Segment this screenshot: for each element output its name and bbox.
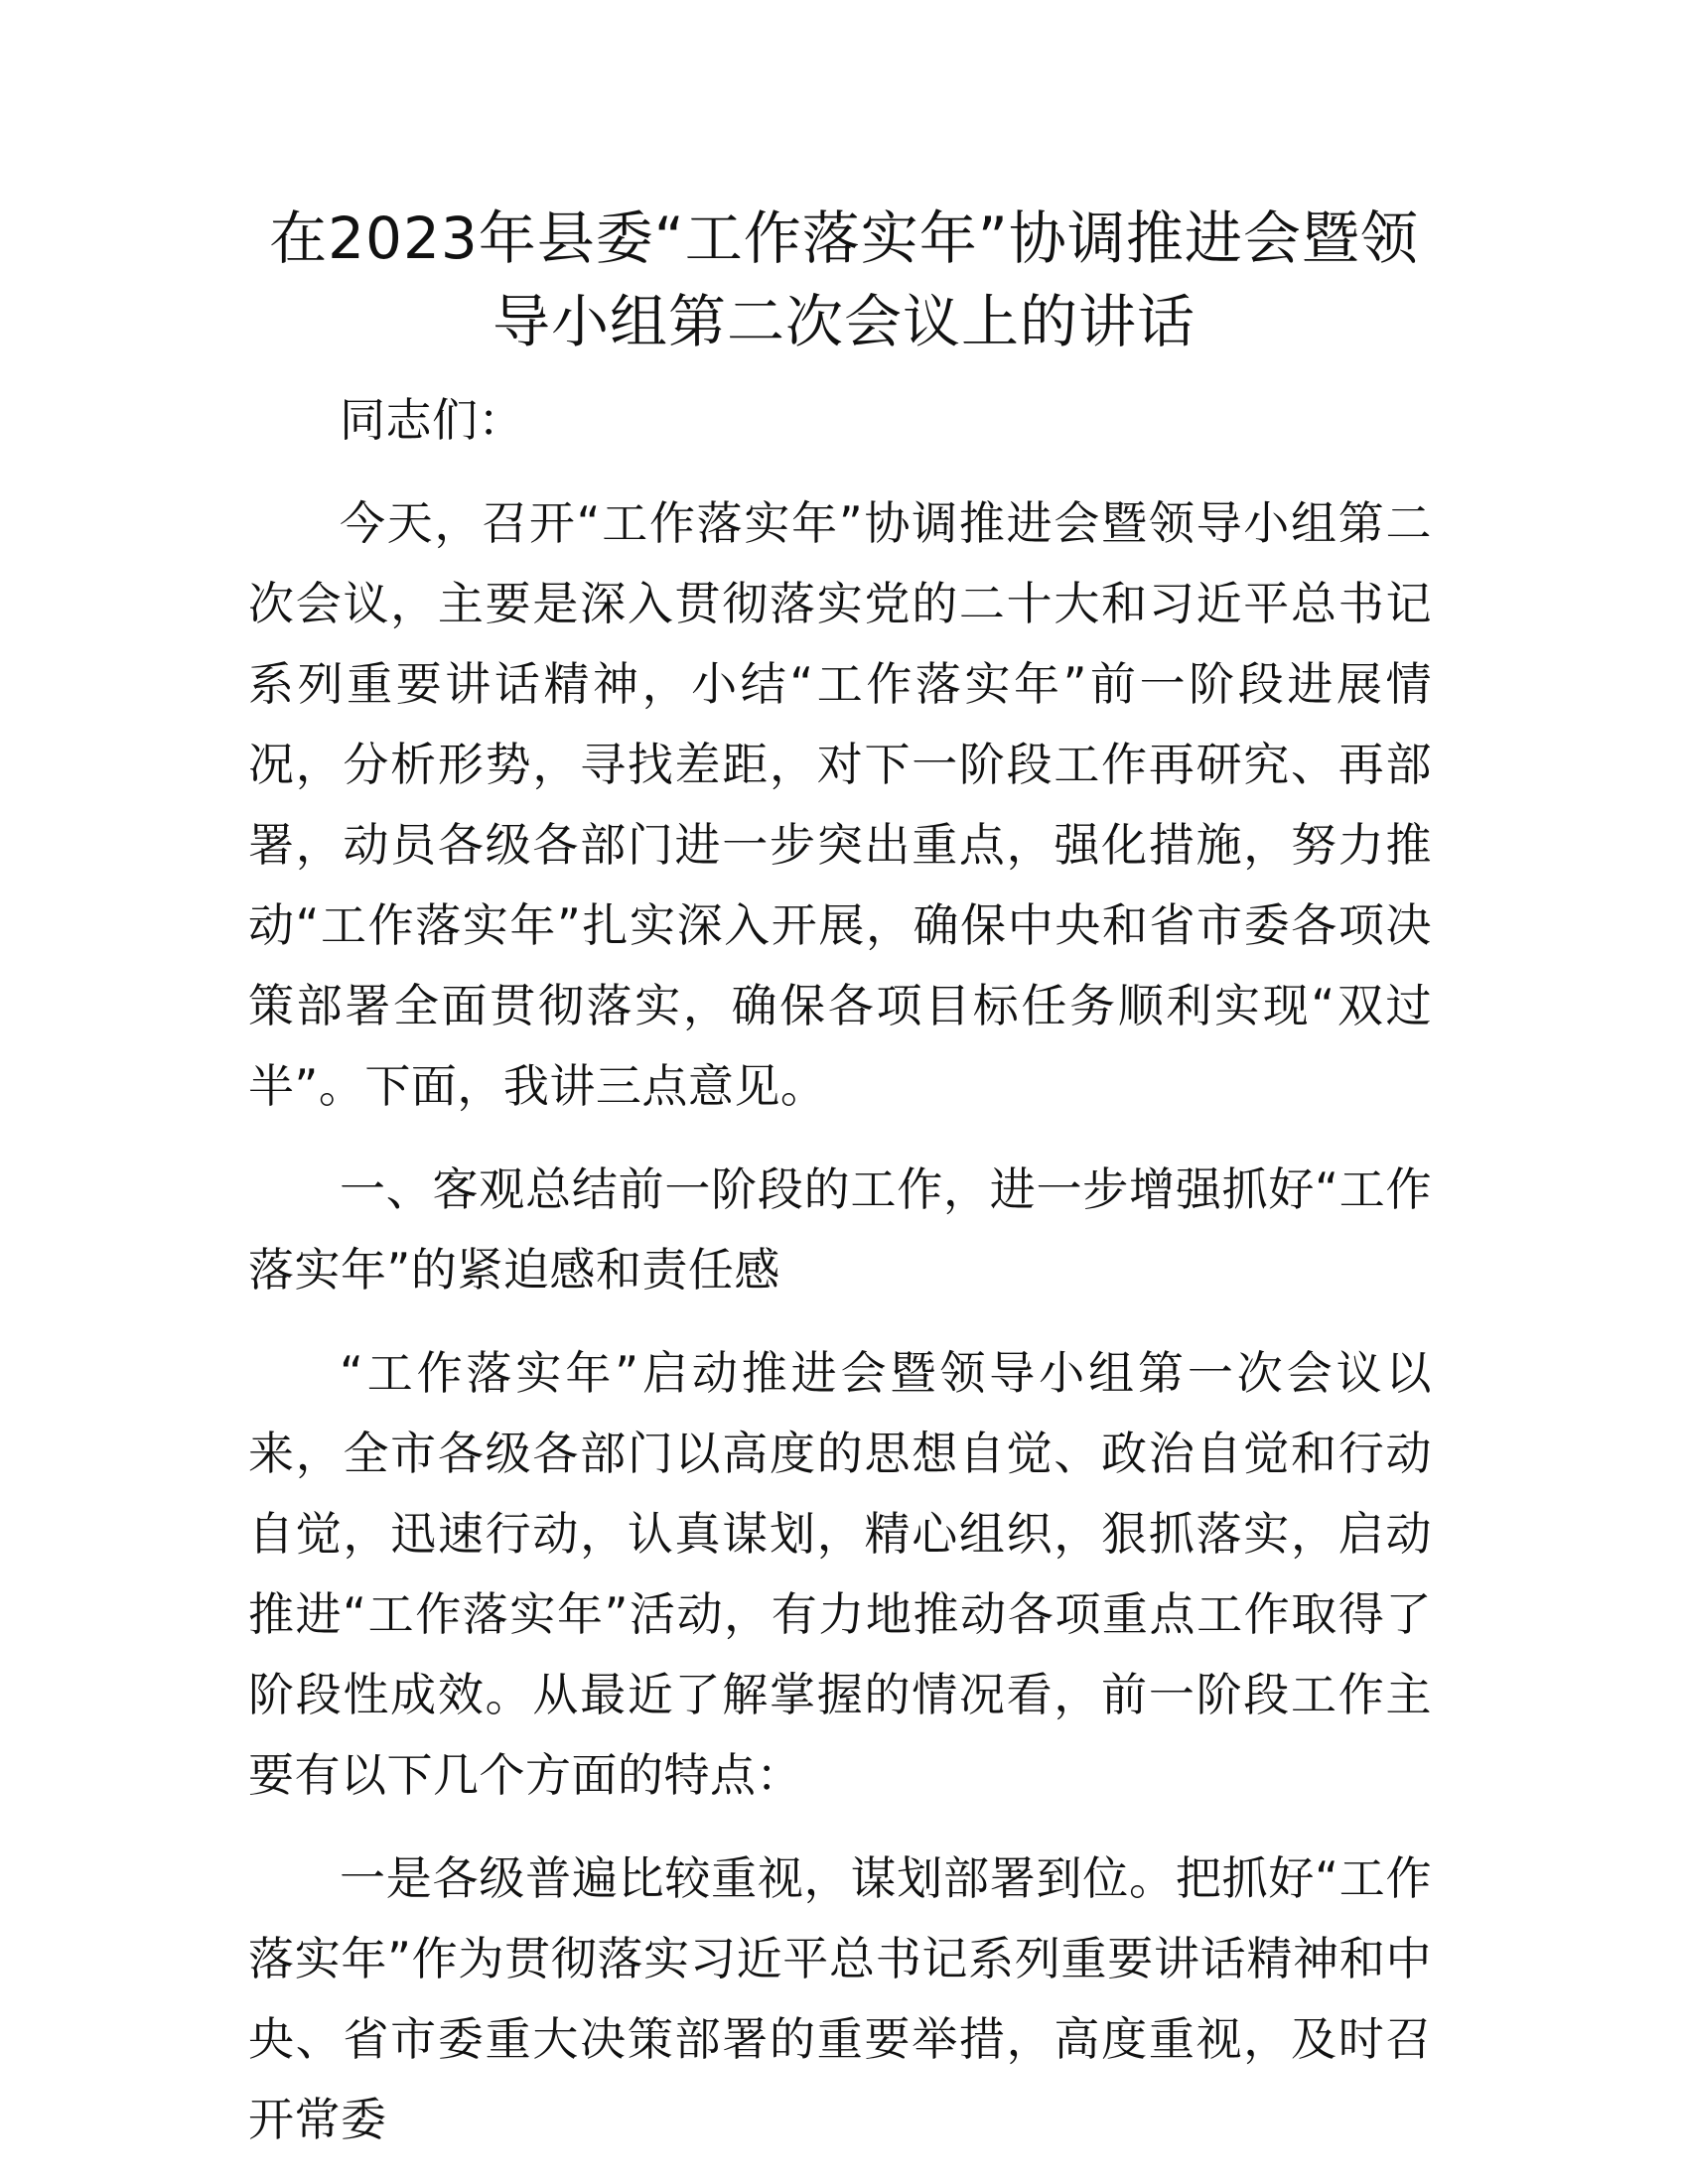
document-body	[248, 380, 1432, 2183]
section-heading-1: 一、客观总结前一阶段的工作，进一步增强抓好“工作落实年”的紧迫感和责任感	[248, 1162, 1432, 1297]
body-paragraph: “工作落实年”启动推进会暨领导小组第一次会议以来，全市各级各部门以高度的思想自觉、政治自觉和行动自觉，迅速行动，认真谋划，精心组织，狠抓落实，启动推进“工作落实年”活动，有力地推动各项重点工作取得了阶段性成效。从最近了解掌握的情况看，前一阶段工作主要有以下几个方面的特点：	[248, 1346, 1432, 1802]
intro-paragraph: 今天，召开“工作落实年”协调推进会暨领导小组第二次会议，主要是深入贯彻落实党的二十大和习近平总书记系列重要讲话精神，小结“工作落实年”前一阶段进展情况，分析形势，寻找差距，对下一阶段工作再研究、再部署，动员各级各部门进一步突出重点，强化措施，努力推动“工作落实年”扎实深入开展，确保中央和省市委各项决策部署全面贯彻落实，确保各项目标任务顺利实现“双过半”。下面，我讲三点意见。	[248, 496, 1432, 1113]
salutation-paragraph: 同志们：	[340, 393, 524, 447]
body-paragraph: 一是各级普遍比较重视，谋划部署到位。把抓好“工作落实年”作为贯彻落实习近平总书记系列重要讲话精神和中央、省市委重大决策部署的重要举措，高度重视，及时召开常委	[248, 1851, 1432, 2146]
document-title: 在2023年县委“工作落实年”协调推进会暨领导小组第二次会议上的讲话	[269, 205, 1419, 355]
